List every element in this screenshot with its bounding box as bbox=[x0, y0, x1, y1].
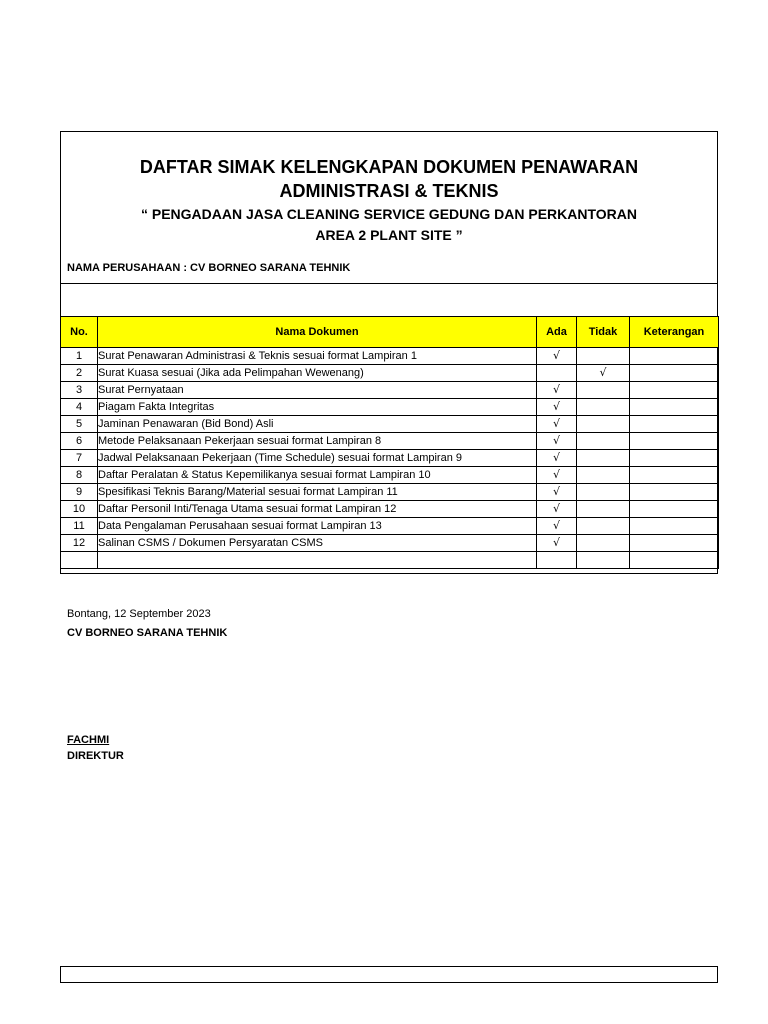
column-header-no: No. bbox=[61, 317, 98, 348]
table-row bbox=[61, 535, 719, 552]
document-name-cell: Salinan CSMS / Dokumen Persyaratan CSMS bbox=[98, 535, 537, 552]
row-number-cell: 7 bbox=[61, 450, 98, 467]
document-name-cell: Surat Kuasa sesuai (Jika ada Pelimpahan Wewenang) bbox=[98, 365, 537, 382]
keterangan-cell bbox=[630, 518, 719, 535]
closing-company-name: CV BORNEO SARANA TEHNIK bbox=[67, 627, 228, 639]
tidak-check-cell bbox=[577, 535, 630, 552]
keterangan-cell bbox=[630, 365, 719, 382]
row-number-cell: 10 bbox=[61, 501, 98, 518]
tidak-check-cell bbox=[577, 348, 630, 365]
document-name-cell: Piagam Fakta Integritas bbox=[98, 399, 537, 416]
table-row bbox=[61, 416, 719, 433]
keterangan-cell bbox=[630, 382, 719, 399]
document-subtitle-line-2: AREA 2 PLANT SITE ” bbox=[315, 227, 463, 243]
blank-band bbox=[61, 284, 717, 316]
column-header-keterangan: Keterangan bbox=[630, 317, 719, 348]
row-number-cell: 5 bbox=[61, 416, 98, 433]
ada-check-cell: √ bbox=[537, 518, 577, 535]
tidak-check-cell bbox=[577, 518, 630, 535]
keterangan-cell bbox=[630, 399, 719, 416]
table-row bbox=[61, 552, 719, 569]
column-header-ada: Ada bbox=[537, 317, 577, 348]
ada-check-cell: √ bbox=[537, 501, 577, 518]
keterangan-cell bbox=[630, 450, 719, 467]
table-row bbox=[61, 348, 719, 365]
document-name-cell: Metode Pelaksanaan Pekerjaan sesuai format Lampiran 8 bbox=[98, 433, 537, 450]
keterangan-cell bbox=[630, 484, 719, 501]
keterangan-cell bbox=[630, 535, 719, 552]
table-row bbox=[61, 484, 719, 501]
tidak-check-cell bbox=[577, 467, 630, 484]
tidak-check-cell bbox=[577, 433, 630, 450]
row-number-cell bbox=[61, 552, 98, 569]
ada-check-cell: √ bbox=[537, 535, 577, 552]
row-number-cell: 3 bbox=[61, 382, 98, 399]
row-number-cell: 12 bbox=[61, 535, 98, 552]
row-number-cell: 6 bbox=[61, 433, 98, 450]
document-checklist-table bbox=[60, 316, 719, 569]
table-row bbox=[61, 467, 719, 484]
tidak-check-cell bbox=[577, 382, 630, 399]
tidak-check-cell bbox=[577, 484, 630, 501]
document-name-cell: Surat Penawaran Administrasi & Teknis sesuai format Lampiran 1 bbox=[98, 348, 537, 365]
document-title-line-1: DAFTAR SIMAK KELENGKAPAN DOKUMEN PENAWARAN bbox=[139, 157, 639, 177]
keterangan-cell bbox=[630, 348, 719, 365]
table-row bbox=[61, 365, 719, 382]
tidak-check-cell bbox=[577, 399, 630, 416]
document-header bbox=[61, 132, 717, 284]
table-row bbox=[61, 399, 719, 416]
column-header-name: Nama Dokumen bbox=[98, 317, 537, 348]
tidak-check-cell bbox=[577, 501, 630, 518]
checklist-frame bbox=[60, 131, 718, 574]
ada-check-cell: √ bbox=[537, 450, 577, 467]
table-row bbox=[61, 382, 719, 399]
keterangan-cell bbox=[630, 416, 719, 433]
footer-box bbox=[60, 966, 718, 983]
ada-check-cell: √ bbox=[537, 348, 577, 365]
ada-check-cell bbox=[537, 552, 577, 569]
table-row bbox=[61, 450, 719, 467]
table-row bbox=[61, 518, 719, 535]
document-name-cell: Daftar Peralatan & Status Kepemilikanya sesuai format Lampiran 10 bbox=[98, 467, 537, 484]
document-name-cell bbox=[98, 552, 537, 569]
tidak-check-cell bbox=[577, 450, 630, 467]
row-number-cell: 1 bbox=[61, 348, 98, 365]
company-name-line: NAMA PERUSAHAAN : CV BORNEO SARANA TEHNIK bbox=[67, 262, 351, 274]
document-name-cell: Surat Pernyataan bbox=[98, 382, 537, 399]
document-name-cell: Data Pengalaman Perusahaan sesuai format Lampiran 13 bbox=[98, 518, 537, 535]
row-number-cell: 2 bbox=[61, 365, 98, 382]
document-name-cell: Jaminan Penawaran (Bid Bond) Asli bbox=[98, 416, 537, 433]
signer-name: FACHMI bbox=[67, 734, 110, 746]
document-name-cell: Spesifikasi Teknis Barang/Material sesuai format Lampiran 11 bbox=[98, 484, 537, 501]
signer-title: DIREKTUR bbox=[67, 750, 124, 762]
keterangan-cell bbox=[630, 433, 719, 450]
ada-check-cell: √ bbox=[537, 467, 577, 484]
document-name-cell: Daftar Personil Inti/Tenaga Utama sesuai format Lampiran 12 bbox=[98, 501, 537, 518]
row-number-cell: 11 bbox=[61, 518, 98, 535]
ada-check-cell: √ bbox=[537, 382, 577, 399]
row-number-cell: 9 bbox=[61, 484, 98, 501]
document-title-line-2: ADMINISTRASI & TEKNIS bbox=[279, 181, 499, 201]
ada-check-cell: √ bbox=[537, 484, 577, 501]
table-row bbox=[61, 433, 719, 450]
column-header-tidak: Tidak bbox=[577, 317, 630, 348]
keterangan-cell bbox=[630, 501, 719, 518]
ada-check-cell: √ bbox=[537, 433, 577, 450]
row-number-cell: 4 bbox=[61, 399, 98, 416]
tidak-check-cell bbox=[577, 552, 630, 569]
ada-check-cell: √ bbox=[537, 416, 577, 433]
tidak-check-cell bbox=[577, 416, 630, 433]
row-number-cell: 8 bbox=[61, 467, 98, 484]
ada-check-cell: √ bbox=[537, 399, 577, 416]
table-row bbox=[61, 501, 719, 518]
tidak-check-cell: √ bbox=[577, 365, 630, 382]
keterangan-cell bbox=[630, 467, 719, 484]
keterangan-cell bbox=[630, 552, 719, 569]
place-and-date: Bontang, 12 September 2023 bbox=[67, 608, 211, 620]
document-name-cell: Jadwal Pelaksanaan Pekerjaan (Time Schedule) sesuai format Lampiran 9 bbox=[98, 450, 537, 467]
document-subtitle-line-1: “ PENGADAAN JASA CLEANING SERVICE GEDUNG DAN PERKANTORAN bbox=[140, 206, 637, 222]
ada-check-cell bbox=[537, 365, 577, 382]
table-header-row bbox=[61, 317, 719, 348]
